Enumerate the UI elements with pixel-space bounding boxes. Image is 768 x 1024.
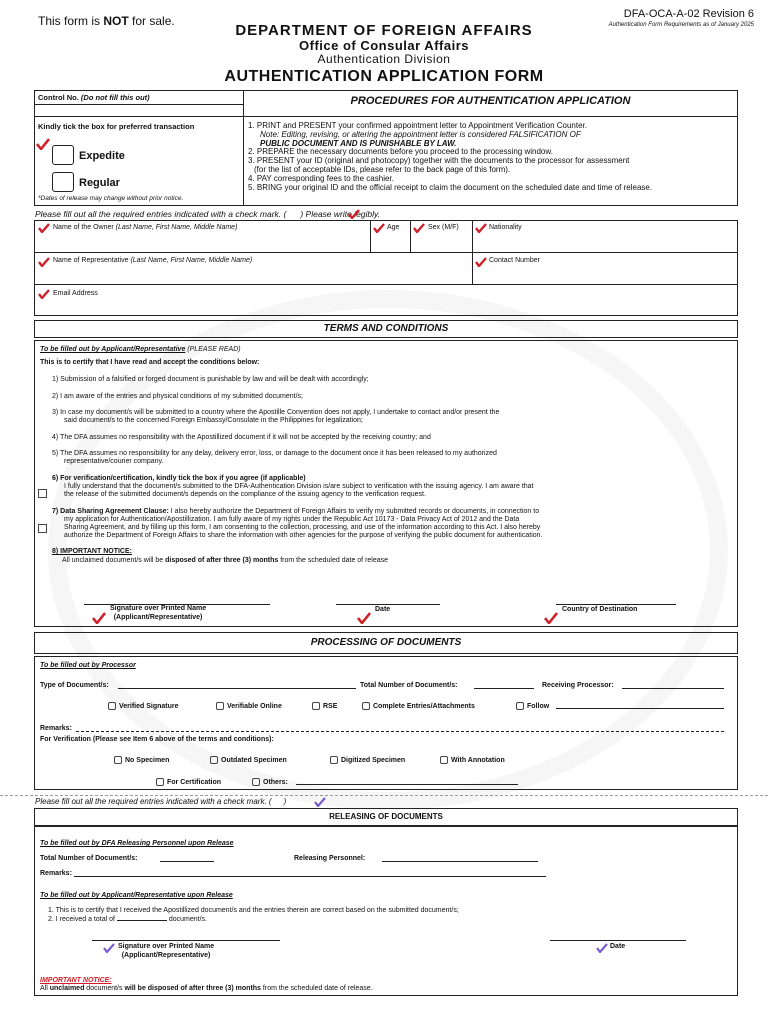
for-verification-label: For Verification (Please see Item 6 above of the terms and conditions): — [40, 736, 274, 743]
releasing-remarks-label: Remarks: — [40, 870, 72, 877]
applicant-entries-box — [34, 220, 738, 316]
control-no-label: Control No. (Do not fill this out) — [38, 93, 150, 102]
terms-filled-by: To be filled out by Applicant/Representative (PLEASE READ) — [40, 346, 241, 353]
releasing-filled-by-applicant: To be filled out by Applicant/Representative upon Release — [40, 892, 233, 899]
check-mark-icon — [103, 943, 115, 953]
option-complete-entries[interactable]: Complete Entries/Attachments — [362, 702, 475, 710]
term-2: 2) I am aware of the entries and physical conditions of my submitted document/s; — [52, 393, 303, 400]
releasing-certification: 1. This is to certify that I received the Apostillized document/s and the entries therein are correct based on the submitted document/s; 2. I received a total of document/s. — [48, 907, 459, 923]
term-8-title: 8) IMPORTANT NOTICE: — [52, 548, 132, 555]
processing-filled-by: To be filled out by Processor — [40, 662, 136, 669]
regular-checkbox[interactable] — [52, 172, 74, 192]
check-mark-icon — [475, 257, 487, 267]
check-mark-icon — [357, 612, 371, 624]
check-mark-icon — [92, 612, 106, 624]
country-label: Country of Destination — [562, 606, 638, 613]
verif-others[interactable]: Others: — [252, 778, 288, 786]
procedure-5: 5. BRING your original ID and the official receipt to claim the document on the scheduled date and time of release. — [248, 182, 653, 192]
data-sharing-checkbox[interactable] — [38, 524, 47, 533]
representative-name-field[interactable]: Name of Representative (Last Name, First Name, Middle Name) — [53, 257, 253, 264]
procedures-list — [248, 122, 652, 192]
terms-certify: This is to certify that I have read and accept the conditions below: — [40, 359, 260, 366]
regular-label: Regular — [79, 177, 120, 189]
procedures-title: PROCEDURES FOR AUTHENTICATION APPLICATION — [350, 95, 631, 107]
check-mark-icon — [373, 223, 385, 233]
verif-for-certification[interactable]: For Certification — [156, 778, 221, 786]
email-field[interactable]: Email Address — [53, 290, 98, 297]
procedure-3: 3. PRESENT your ID (original and photocopy) together with the documents to the processor for assessment — [248, 156, 630, 166]
term-6-body: I fully understand that the document/s submitted to the DFA-Authentication Division is/are subject to verification with the issuing agency. I am aware that the release of the submitted document/s depends on the compliance of the issuing agency to the verification request. — [64, 483, 534, 498]
owner-name-field[interactable]: Name of the Owner (Last Name, First Name, Middle Name) — [53, 224, 238, 231]
option-verified-signature[interactable]: Verified Signature — [108, 702, 179, 710]
form-title: AUTHENTICATION APPLICATION FORM — [224, 68, 544, 85]
releasing-total-label: Total Number of Document/s: — [40, 855, 138, 862]
releasing-notice-title: IMPORTANT NOTICE: — [40, 977, 112, 984]
option-rse[interactable]: RSE — [312, 702, 337, 710]
office-title: Office of Consular Affairs — [299, 38, 469, 53]
processing-title: PROCESSING OF DOCUMENTS — [310, 637, 462, 648]
contact-number-field[interactable]: Contact Number — [489, 257, 540, 264]
term-6-title: 6) For verification/certification, kindly tick the box if you agree (if applicable) — [52, 475, 306, 482]
verification-checkbox[interactable] — [38, 489, 47, 498]
check-mark-icon — [596, 943, 608, 953]
term-4: 4) The DFA assumes no responsibility with the Apostillized document if it will not be accepted by the receiving country; and — [52, 434, 431, 441]
signature-label: Signature over Printed Name (Applicant/Representative) — [110, 605, 207, 621]
releasing-notice-body: All unclaimed document/s will be disposed of after three (3) months from the scheduled date of release. — [40, 985, 373, 992]
type-of-document-label: Type of Document/s: — [40, 682, 109, 689]
cut-line — [0, 795, 768, 796]
sex-field[interactable]: Sex (M/F) — [428, 224, 459, 231]
verif-outdated-specimen[interactable]: Outdated Specimen — [210, 756, 287, 764]
releasing-title: RELEASING OF DOCUMENTS — [329, 812, 443, 821]
not-for-sale-note: This form is NOT for sale. — [38, 14, 175, 28]
releasing-instruction: Please fill out all the required entries indicated with a check mark. ( ) — [35, 797, 287, 806]
check-mark-icon — [36, 138, 50, 150]
procedure-4: 4. PAY corresponding fees to the cashier. — [248, 173, 394, 183]
expedite-label: Expedite — [79, 150, 125, 162]
processing-remarks-label: Remarks: — [40, 725, 72, 732]
total-documents-label: Total Number of Document/s: — [360, 682, 458, 689]
preferred-transaction-label: Kindly tick the box for preferred transaction — [38, 122, 195, 131]
check-mark-icon — [38, 223, 50, 233]
entries-instruction: Please fill out all the required entries indicated with a check mark. ( ) Please write legibly. — [35, 209, 381, 219]
check-mark-icon — [314, 797, 326, 807]
department-title: DEPARTMENT OF FOREIGN AFFAIRS — [235, 22, 533, 39]
term-3: 3) In case my document/s will be submitted to a country where the Apostille Convention does not apply, I undertake to contact and/or present the said document/s to the concerned Foreign Embassy/Consulate in the Philippines for legalization; — [52, 409, 500, 424]
releasing-date-label: Date — [610, 943, 626, 950]
form-requirements-note: Authentication Form Requirements as of January 2025 — [608, 22, 754, 28]
verif-with-annotation[interactable]: With Annotation — [440, 756, 505, 764]
check-mark-icon — [544, 612, 558, 624]
releasing-filled-by-dfa: To be filled out by DFA Releasing Personnel upon Release — [40, 840, 234, 847]
date-label: Date — [375, 606, 391, 613]
term-8-body: All unclaimed document/s will be disposed of after three (3) months from the scheduled date of release — [62, 557, 389, 564]
releasing-signature-label: Signature over Printed Name (Applicant/Representative) — [118, 943, 215, 959]
procedure-note: Note: Editing, revising, or altering the appointment letter is considered FALSIFICATION OF — [260, 129, 581, 139]
term-1: 1) Submission of a falsified or forged document is punishable by law and will be dealt with accordingly; — [52, 376, 369, 383]
expedite-checkbox[interactable] — [52, 145, 74, 165]
age-field[interactable]: Age — [387, 224, 400, 231]
term-5: 5) The DFA assumes no responsibility for any delay, delivery error, loss, or damage to the document once it has been released to my authorized representative/courier company. — [52, 450, 497, 465]
check-mark-icon — [475, 223, 487, 233]
division-title: Authentication Division — [317, 52, 451, 66]
option-follow[interactable]: Follow — [516, 702, 549, 710]
check-mark-icon — [413, 223, 425, 233]
nationality-field[interactable]: Nationality — [489, 224, 522, 231]
processing-box — [34, 656, 738, 790]
option-verifiable-online[interactable]: Verifiable Online — [216, 702, 282, 710]
releasing-personnel-label: Releasing Personnel: — [294, 855, 366, 862]
procedure-2: 2. PREPARE the necessary documents before you proceed to the processing window. — [248, 147, 553, 157]
receiving-processor-label: Receiving Processor: — [542, 682, 614, 689]
procedure-3-note: (for the list of acceptable IDs, please refer to the back page of this form). — [254, 164, 511, 174]
verif-no-specimen[interactable]: No Specimen — [114, 756, 169, 764]
procedure-1: 1. PRINT and PRESENT your confirmed appointment letter to Appointment Verification Counter. — [248, 121, 587, 130]
form-code: DFA-OCA-A-02 Revision 6 — [623, 8, 754, 20]
procedure-note-2: PUBLIC DOCUMENT AND IS PUNISHABLE BY LAW. — [260, 138, 457, 148]
check-mark-icon — [38, 257, 50, 267]
term-7: 7) Data Sharing Agreement Clause: I also hereby authorize the Department of Foreign Affairs to verify my submitted records or documents, in connection to my application for Authentication/Apostillization. I am fully aware of my rights under the Republic Act 10173 - Data Privacy Act of 2012 and the Data Sharing Agreement, and by filling up this form, I am consenting to the collection, processing, and use of the information according to this Act. I also hereby authorize the Department of Foreign Affairs to share the information with other agencies for the purpose of verifying the public document for authentication. — [52, 508, 543, 539]
terms-title: TERMS AND CONDITIONS — [323, 323, 449, 334]
verif-digitized-specimen[interactable]: Digitized Specimen — [330, 756, 405, 764]
release-note: *Dates of release may change without prior notice. — [38, 195, 184, 202]
check-mark-icon — [38, 289, 50, 299]
check-mark-icon — [348, 209, 360, 219]
